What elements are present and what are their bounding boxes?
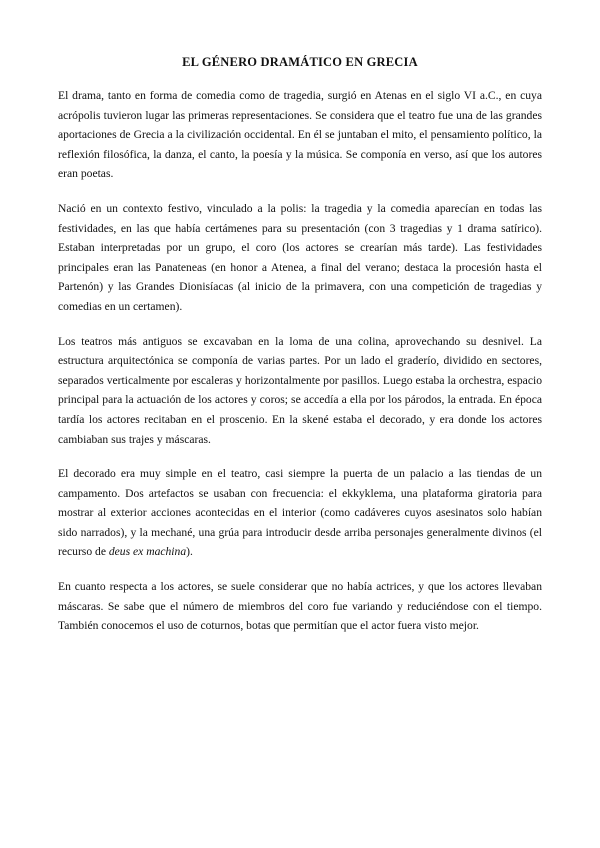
paragraph-origins: El drama, tanto en forma de comedia como de tragedia, surgió en Atenas en el siglo VI a.C., en cuya acrópolis tuvieron lugar las primeras representaciones. Se considera que el teatro fue una de las grandes aportaciones de Grecia a la civilización occidental. En él se juntaban el mito, el pensamiento político, la reflexión filosófica, la danza, el canto, la poesía y la música. Se componía en verso, así que los autores eran poetas.	[58, 89, 542, 181]
page-title: EL GÉNERO DRAMÁTICO EN GRECIA	[182, 55, 418, 69]
paragraph-theatre-architecture: Los teatros más antiguos se excavaban en la loma de una colina, aprovechando su desnivel. La estructura arquitectónica se componía de varias partes. Por un lado el graderío, dividido en sectores, separados verticalmente por escaleras y horizontalmente por pasillos. Luego estaba la orchestra, espacio principal para la actuación de los actores y coros; se accedía a ella por los párodos, la entrada. En época tardía los actores recitaban en el proscenio. En la skené estaba el decorado, y era donde los actores cambiaban sus trajes y máscaras.	[58, 334, 542, 446]
paragraph-festivals: Nació en un contexto festivo, vinculado a la polis: la tragedia y la comedia aparecían en todas las festividades, en las que había certámenes para su presentación (con 3 tragedias y 1 drama satírico). Estaban interpretadas por un grupo, el coro (los actores se crearían más tarde). Las festividades principales eran las Panateneas (en honor a Atenea, a final del verano; destaca la procesión hasta el Partenón) y las Grandes Dionisíacas (al inicio de la primavera, con una competición de tragedias y comedias en un certamen).	[58, 201, 542, 313]
paragraph-scenery-end: ).	[186, 545, 193, 559]
deus-ex-machina-term: deus ex machina	[108, 545, 187, 559]
paragraph-actors: En cuanto respecta a los actores, se suele considerar que no había actrices, y que los actores llevaban máscaras. Se sabe que el número de miembros del coro fue variando y reduciéndose con el tiempo. También conocemos el uso de coturnos, botas que permitían que el actor fuera visto mejor.	[58, 580, 542, 633]
document-body	[58, 86, 542, 651]
paragraph-scenery	[58, 464, 542, 562]
paragraph-scenery-text: El decorado era muy simple en el teatro, casi siempre la puerta de un palacio a las tiendas de un campamento. Dos artefactos se usaban con frecuencia: el ekkyklema, una plataforma giratoria para mostrar al exterior acciones acontecidas en el interior (como cadáveres cuyos asesinatos solo habían sido narrados), y la mechané, una grúa para introducir desde arriba personajes generalmente divinos (el recurso de	[58, 467, 542, 559]
